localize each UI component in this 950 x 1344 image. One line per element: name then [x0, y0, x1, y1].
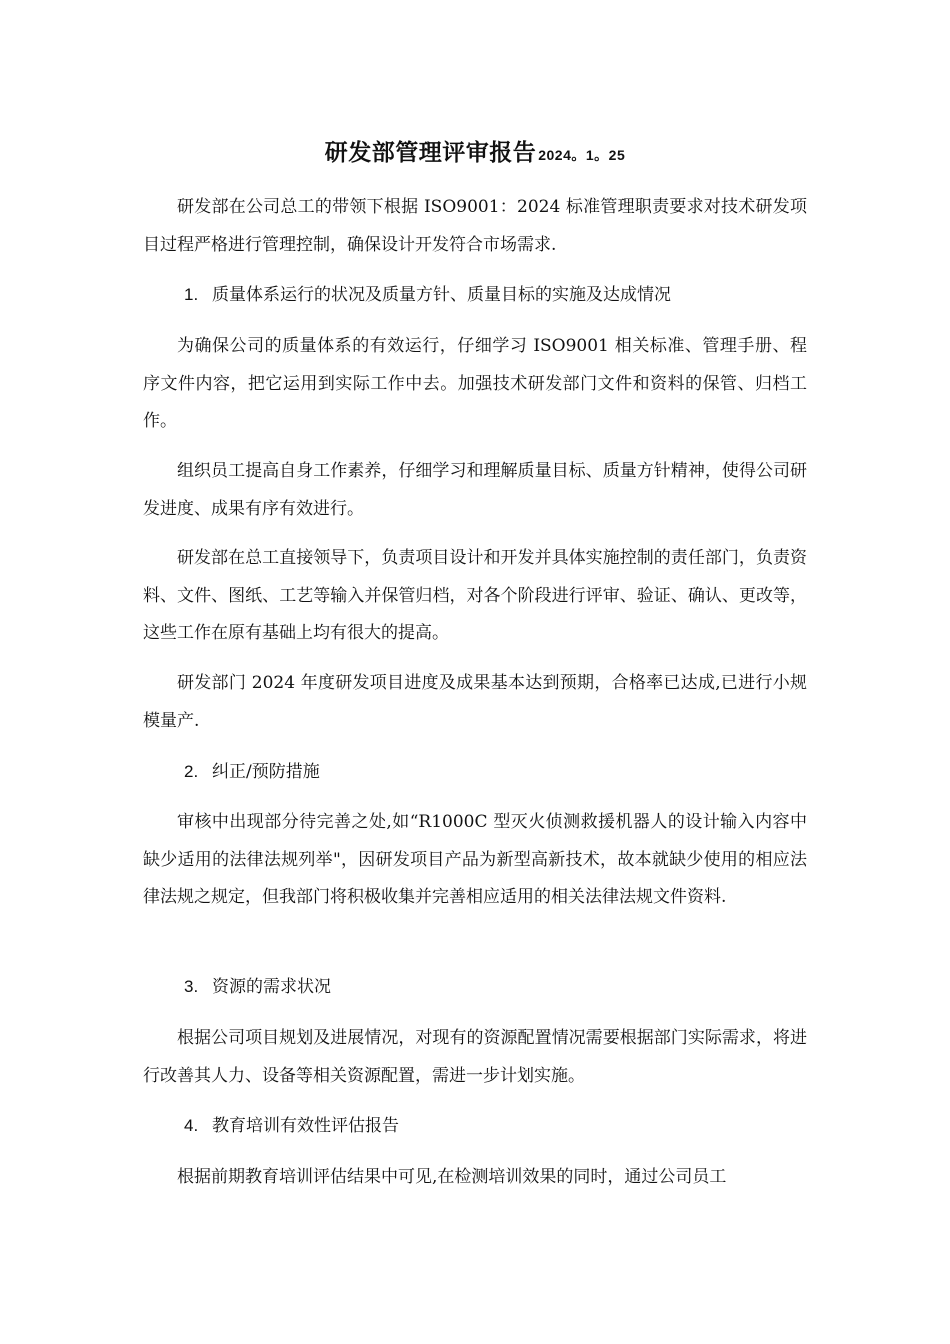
- paragraph-responsibility: 研发部在总工直接领导下，负责项目设计和开发并具体实施控制的责任部门，负责资料、文件、图纸、工艺等输入并保管归档，对各个阶段进行评审、验证、确认、更改等，这些工作在原有基础上均有很大的提高。: [143, 548, 807, 643]
- section-heading-4: [184, 1111, 399, 1141]
- title-date: 2024。1。25: [538, 147, 626, 163]
- paragraph-staff-training: 组织员工提高自身工作素养，仔细学习和理解质量目标、质量方针精神，使得公司研发进度、成果有序有效进行。: [143, 461, 807, 519]
- section-title: 教育培训有效性评估报告: [212, 1116, 399, 1136]
- paragraph-resources: 根据公司项目规划及进展情况，对现有的资源配置情况需要根据部门实际需求，将进行改善其人力、设备等相关资源配置，需进一步计划实施。: [143, 1028, 807, 1086]
- section-title: 资源的需求状况: [212, 977, 331, 997]
- section-heading-2: [184, 757, 320, 787]
- section-title: 纠正/预防措施: [212, 762, 320, 782]
- title-text: 研发部管理评审报告: [324, 139, 537, 166]
- section-number: 4.: [184, 1116, 199, 1135]
- section-number: 1.: [184, 285, 199, 304]
- section-title: 质量体系运行的状况及质量方针、质量目标的实施及达成情况: [212, 285, 671, 305]
- section-heading-1: [184, 280, 671, 310]
- paragraph-quality-system: 为确保公司的质量体系的有效运行，仔细学习 ISO9001 相关标准、管理手册、程序文件内容，把它运用到实际工作中去。加强技术研发部门文件和资料的保管、归档工作。: [143, 336, 807, 431]
- paragraph-corrective: 审核中出现部分待完善之处,如“R1000C 型灭火侦测救援机器人的设计输入内容中缺少适用的法律法规列举"，因研发项目产品为新型高新技术，故本就缺少使用的相应法律法规之规定，但我部门将积极收集并完善相应适用的相关法律法规文件资料.: [143, 812, 807, 907]
- paragraph-training-evaluation: 根据前期教育培训评估结果中可见,在检测培训效果的同时，通过公司员工: [177, 1167, 727, 1187]
- paragraph-intro: 研发部在公司总工的带领下根据 ISO9001：2024 标准管理职责要求对技术研发项目过程严格进行管理控制，确保设计开发符合市场需求.: [143, 197, 807, 255]
- section-heading-3: [184, 972, 331, 1002]
- paragraph-annual-progress: 研发部门 2024 年度研发项目进度及成果基本达到预期，合格率已达成,已进行小规模量产.: [143, 673, 807, 731]
- document-title: [0, 134, 950, 167]
- section-number: 3.: [184, 977, 199, 996]
- section-number: 2.: [184, 762, 199, 781]
